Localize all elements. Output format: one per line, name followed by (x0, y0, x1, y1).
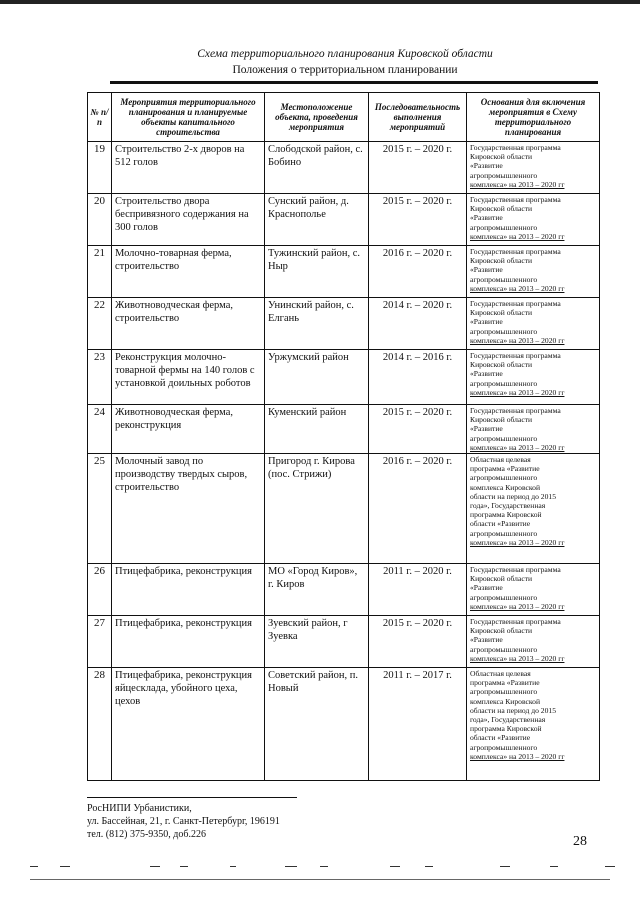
basis-line: агропромышленного (470, 378, 538, 388)
basis-line: Кировской области (470, 415, 533, 425)
basis-line: Государственная программа (470, 143, 561, 152)
basis-line: Кировской области (470, 360, 533, 370)
row-period: 2015 г. – 2020 г. (369, 194, 467, 246)
table-row (88, 142, 600, 194)
row-location: Тужинский район, с. Ныр (265, 246, 369, 298)
row-location: Унинский район, с. Елгань (265, 298, 369, 350)
row-number: 19 (88, 142, 112, 194)
col-header-sequence: Последовательность выполнения мероприятий (369, 93, 467, 142)
row-number: 25 (88, 454, 112, 564)
row-location: Пригород г. Кирова (пос. Стрижи) (265, 454, 369, 564)
row-basis (467, 668, 600, 781)
row-period: 2011 г. – 2020 г. (369, 564, 467, 616)
basis-line: Кировской области (470, 256, 533, 266)
row-basis (467, 350, 600, 405)
col-header-basis: Основания для включения мероприятия в Схему территориального планирования (467, 93, 600, 142)
table-row (88, 564, 600, 616)
row-number: 28 (88, 668, 112, 781)
col-header-event: Мероприятия территориального планирования и планируемые объекты капитального строительства (112, 93, 265, 142)
basis-line: Областная целевая (470, 455, 531, 465)
basis-line: Государственная программа (470, 565, 561, 575)
document-title: Схема территориального планирования Кировской области (197, 48, 493, 60)
row-event: Строительство 2-х дворов на 512 голов (112, 142, 265, 194)
footer-address: ул. Бассейная, 21, г. Санкт-Петербург, 196191 (87, 816, 280, 827)
basis-line: «Развитие (470, 424, 503, 434)
basis-line: Кировской области (470, 626, 533, 636)
row-location: Советский район, п. Новый (265, 668, 369, 781)
basis-line: «Развитие (470, 161, 503, 171)
document-subtitle: Положения о территориальном планировании (232, 64, 458, 76)
basis-line: Областная целевая (470, 669, 531, 679)
row-number: 27 (88, 616, 112, 668)
table-row (88, 350, 600, 405)
basis-line: года», Государственная (470, 501, 546, 511)
basis-line: агропромышленного (470, 528, 538, 538)
basis-line: Государственная программа (470, 195, 561, 204)
row-location: Сунский район, д. Краснополье (265, 194, 369, 246)
basis-line: Государственная программа (470, 299, 561, 308)
row-period: 2016 г. – 2020 г. (369, 246, 467, 298)
row-event: Молочный завод по производству твердых сыров, строительство (112, 454, 265, 564)
basis-line: агропромышленного (470, 644, 538, 654)
row-period: 2014 г. – 2016 г. (369, 350, 467, 405)
row-basis (467, 564, 600, 616)
row-period: 2016 г. – 2020 г. (369, 454, 467, 564)
row-number: 20 (88, 194, 112, 246)
row-location: Зуевский район, г Зуевка (265, 616, 369, 668)
basis-line: комплекса» на 2013 – 2020 гг (470, 179, 565, 189)
row-location: Уржумский район (265, 350, 369, 405)
basis-line: года», Государственная (470, 715, 546, 725)
table-row (88, 616, 600, 668)
table-row (88, 194, 600, 246)
basis-line: программа Кировской (470, 510, 542, 520)
footer-divider (87, 797, 297, 798)
row-number: 26 (88, 564, 112, 616)
table-row (88, 668, 600, 781)
basis-line: программа «Развитие (470, 678, 540, 688)
basis-line: агропромышленного (470, 687, 538, 697)
basis-line: «Развитие (470, 369, 503, 379)
row-event: Животноводческая ферма, строительство (112, 298, 265, 350)
basis-line: комплекса» на 2013 – 2020 гг (470, 653, 565, 663)
basis-line: «Развитие (470, 317, 503, 327)
row-period: 2014 г. – 2020 г. (369, 298, 467, 350)
basis-line: Кировской области (470, 308, 533, 318)
row-basis (467, 298, 600, 350)
basis-line: агропромышленного (470, 592, 538, 602)
row-period: 2015 г. – 2020 г. (369, 142, 467, 194)
basis-line: агропромышленного (470, 326, 538, 336)
row-event: Птицефабрика, реконструкция (112, 616, 265, 668)
basis-line: Государственная программа (470, 406, 561, 415)
planning-table (87, 92, 600, 781)
basis-line: комплекса» на 2013 – 2020 гг (470, 442, 565, 452)
table-header-row (88, 93, 600, 142)
basis-line: агропромышленного (470, 742, 538, 752)
row-event: Молочно-товарная ферма, строительство (112, 246, 265, 298)
table-body (88, 142, 600, 781)
basis-line: агропромышленного (470, 170, 538, 180)
row-number: 22 (88, 298, 112, 350)
basis-line: «Развитие (470, 635, 503, 645)
footer-phone: тел. (812) 375-9350, доб.226 (87, 829, 206, 840)
basis-line: комплекса» на 2013 – 2020 гг (470, 231, 565, 241)
table-row (88, 405, 600, 454)
basis-line: агропромышленного (470, 473, 538, 483)
footer-organization: РосНИПИ Урбанистики, (87, 803, 192, 814)
basis-line: «Развитие (470, 213, 503, 223)
basis-line: агропромышленного (470, 433, 538, 443)
basis-line: комплекса» на 2013 – 2020 гг (470, 387, 565, 397)
basis-line: комплекса» на 2013 – 2020 гг (470, 283, 565, 293)
row-event: Птицефабрика, реконструкция (112, 564, 265, 616)
row-period: 2015 г. – 2020 г. (369, 616, 467, 668)
row-number: 23 (88, 350, 112, 405)
bottom-scan-line (30, 879, 610, 880)
row-basis (467, 142, 600, 194)
row-period: 2015 г. – 2020 г. (369, 405, 467, 454)
basis-line: Кировской области (470, 152, 533, 162)
basis-line: комплекса» на 2013 – 2020 гг (470, 601, 565, 611)
row-event: Реконструкция молочно-товарной фермы на 140 голов с установкой доильных роботов (112, 350, 265, 405)
basis-line: Кировской области (470, 574, 533, 584)
basis-line: «Развитие (470, 265, 503, 275)
row-period: 2011 г. – 2017 г. (369, 668, 467, 781)
basis-line: Государственная программа (470, 351, 561, 360)
table-row (88, 298, 600, 350)
basis-line: области «Развитие (470, 733, 531, 743)
basis-line: Кировской области (470, 204, 533, 214)
col-header-number: № п/п (88, 93, 112, 142)
row-basis (467, 405, 600, 454)
basis-line: Государственная программа (470, 617, 561, 627)
row-basis (467, 616, 600, 668)
row-event: Птицефабрика, реконструкция яйцесклада, убойного цеха, цехов (112, 668, 265, 781)
basis-line: комплекса» на 2013 – 2020 гг (470, 335, 565, 345)
row-location: Куменский район (265, 405, 369, 454)
top-scan-edge (0, 0, 640, 4)
header-divider (110, 81, 598, 84)
basis-line: агропромышленного (470, 222, 538, 232)
basis-line: комплекса Кировской (470, 482, 541, 492)
table-row (88, 246, 600, 298)
basis-line: области «Развитие (470, 519, 531, 529)
col-header-location: Местоположение объекта, проведения мероприятия (265, 93, 369, 142)
basis-line: «Развитие (470, 583, 503, 593)
row-basis (467, 454, 600, 564)
basis-line: комплекса Кировской (470, 696, 541, 706)
row-event: Животноводческая ферма, реконструкция (112, 405, 265, 454)
basis-line: комплекса» на 2013 – 2020 гг (470, 751, 565, 761)
basis-line: области на период до 2015 (470, 705, 556, 715)
table-row (88, 454, 600, 564)
basis-line: области на период до 2015 (470, 491, 556, 501)
basis-line: агропромышленного (470, 274, 538, 284)
row-number: 21 (88, 246, 112, 298)
row-basis (467, 246, 600, 298)
row-location: Слободской район, с. Бобино (265, 142, 369, 194)
page-number: 28 (573, 834, 587, 849)
row-basis (467, 194, 600, 246)
scan-artifact-dashes (30, 866, 620, 876)
basis-line: Государственная программа (470, 247, 561, 256)
basis-line: программа Кировской (470, 724, 542, 734)
basis-line: программа «Развитие (470, 464, 540, 474)
row-event: Строительство двора беспривязного содержания на 300 голов (112, 194, 265, 246)
basis-line: комплекса» на 2013 – 2020 гг (470, 537, 565, 547)
row-number: 24 (88, 405, 112, 454)
row-location: МО «Город Киров», г. Киров (265, 564, 369, 616)
